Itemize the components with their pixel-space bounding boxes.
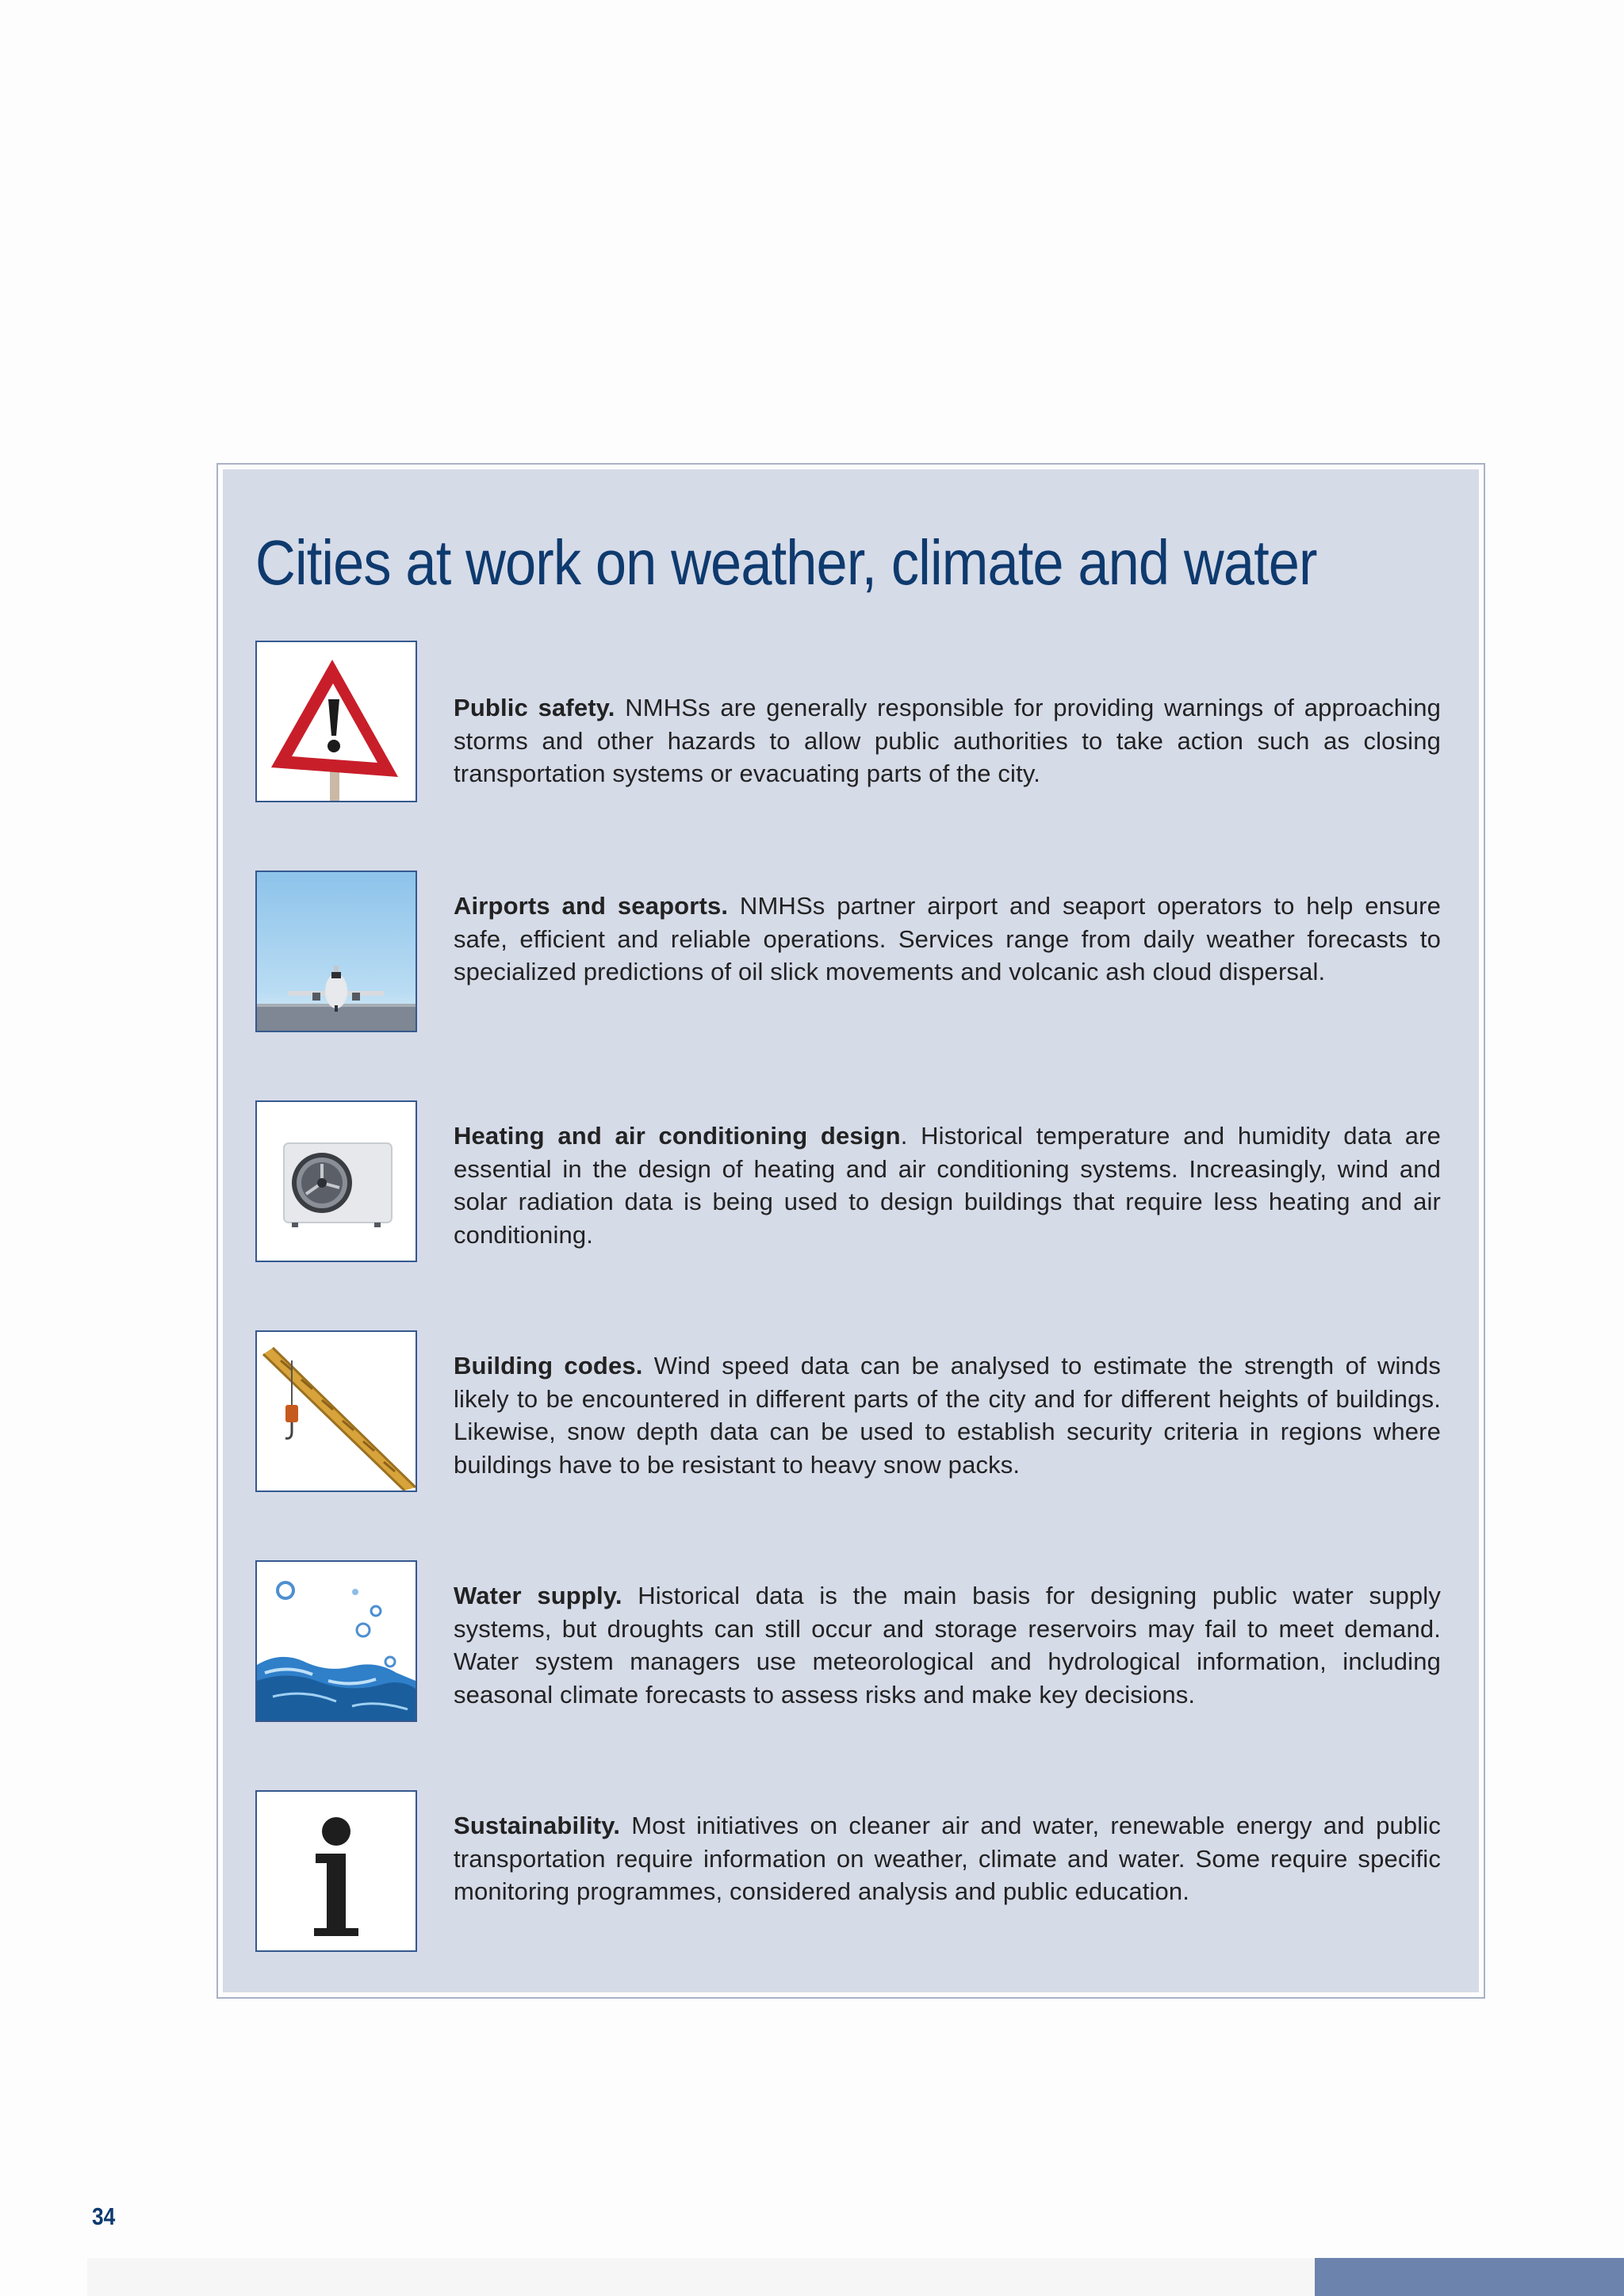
item-body: NMHSs partner airport and seaport operators to help ensure safe, efficient and reliable operations. Services range from daily weather forecasts to specialized predictions of oil slick movements and volcanic ash cloud dispersal. (454, 892, 1441, 985)
footer-bar (1315, 2258, 1624, 2296)
airplane-icon (255, 871, 417, 1032)
item-heading: Sustainability. (454, 1812, 621, 1839)
item-heading: Water supply. (454, 1582, 622, 1609)
item-body: Most initiatives on cleaner air and water, renewable energy and public transportation require information on weather, climate and water. Some require specific monitoring programmes, considered analysis and public education. (454, 1812, 1441, 1905)
crane-icon (255, 1330, 417, 1492)
list-item (454, 1119, 1441, 1251)
list-item (454, 1809, 1441, 1908)
item-heading: Building codes. (454, 1352, 643, 1380)
list-item (454, 691, 1441, 790)
list-item (454, 890, 1441, 989)
list-item (454, 1579, 1441, 1711)
air-conditioner-icon (255, 1100, 417, 1262)
information-icon (255, 1790, 417, 1952)
list-item (454, 1349, 1441, 1481)
item-body: . Historical temperature and humidity data are essential in the design of heating and air conditioning systems. Increasingly, wind and solar radiation data is being used to design buildings that require less heating and air conditioning. (454, 1122, 1442, 1249)
item-heading: Airports and seaports. (454, 892, 729, 920)
item-body: Wind speed data can be analysed to estimate the strength of winds likely to be encountered in different parts of the city and for different heights of buildings. Likewise, snow depth data can be used to establish security criteria in regions where buildings have to be resistant to heavy snow packs. (454, 1352, 1441, 1479)
box-title: Cities at work on weather, climate and water (255, 527, 1317, 598)
water-splash-icon (255, 1560, 417, 1722)
item-body: NMHSs are generally responsible for providing warnings of approaching storms and other hazards to allow public authorities to take action such as closing transportation systems or evacuating parts of the city. (454, 694, 1441, 787)
item-heading: Public safety. (454, 694, 615, 721)
item-heading: Heating and air conditioning design (454, 1122, 901, 1150)
page-number: 34 (92, 2202, 116, 2230)
footer-band (87, 2258, 1315, 2296)
warning-sign-icon (255, 641, 417, 802)
item-body: Historical data is the main basis for designing public water supply systems, but droughts can still occur and storage reservoirs may fail to meet demand. Water system managers use meteorological and hydrological information, including seasonal climate forecasts to assess risks and make key decisions. (454, 1582, 1441, 1709)
